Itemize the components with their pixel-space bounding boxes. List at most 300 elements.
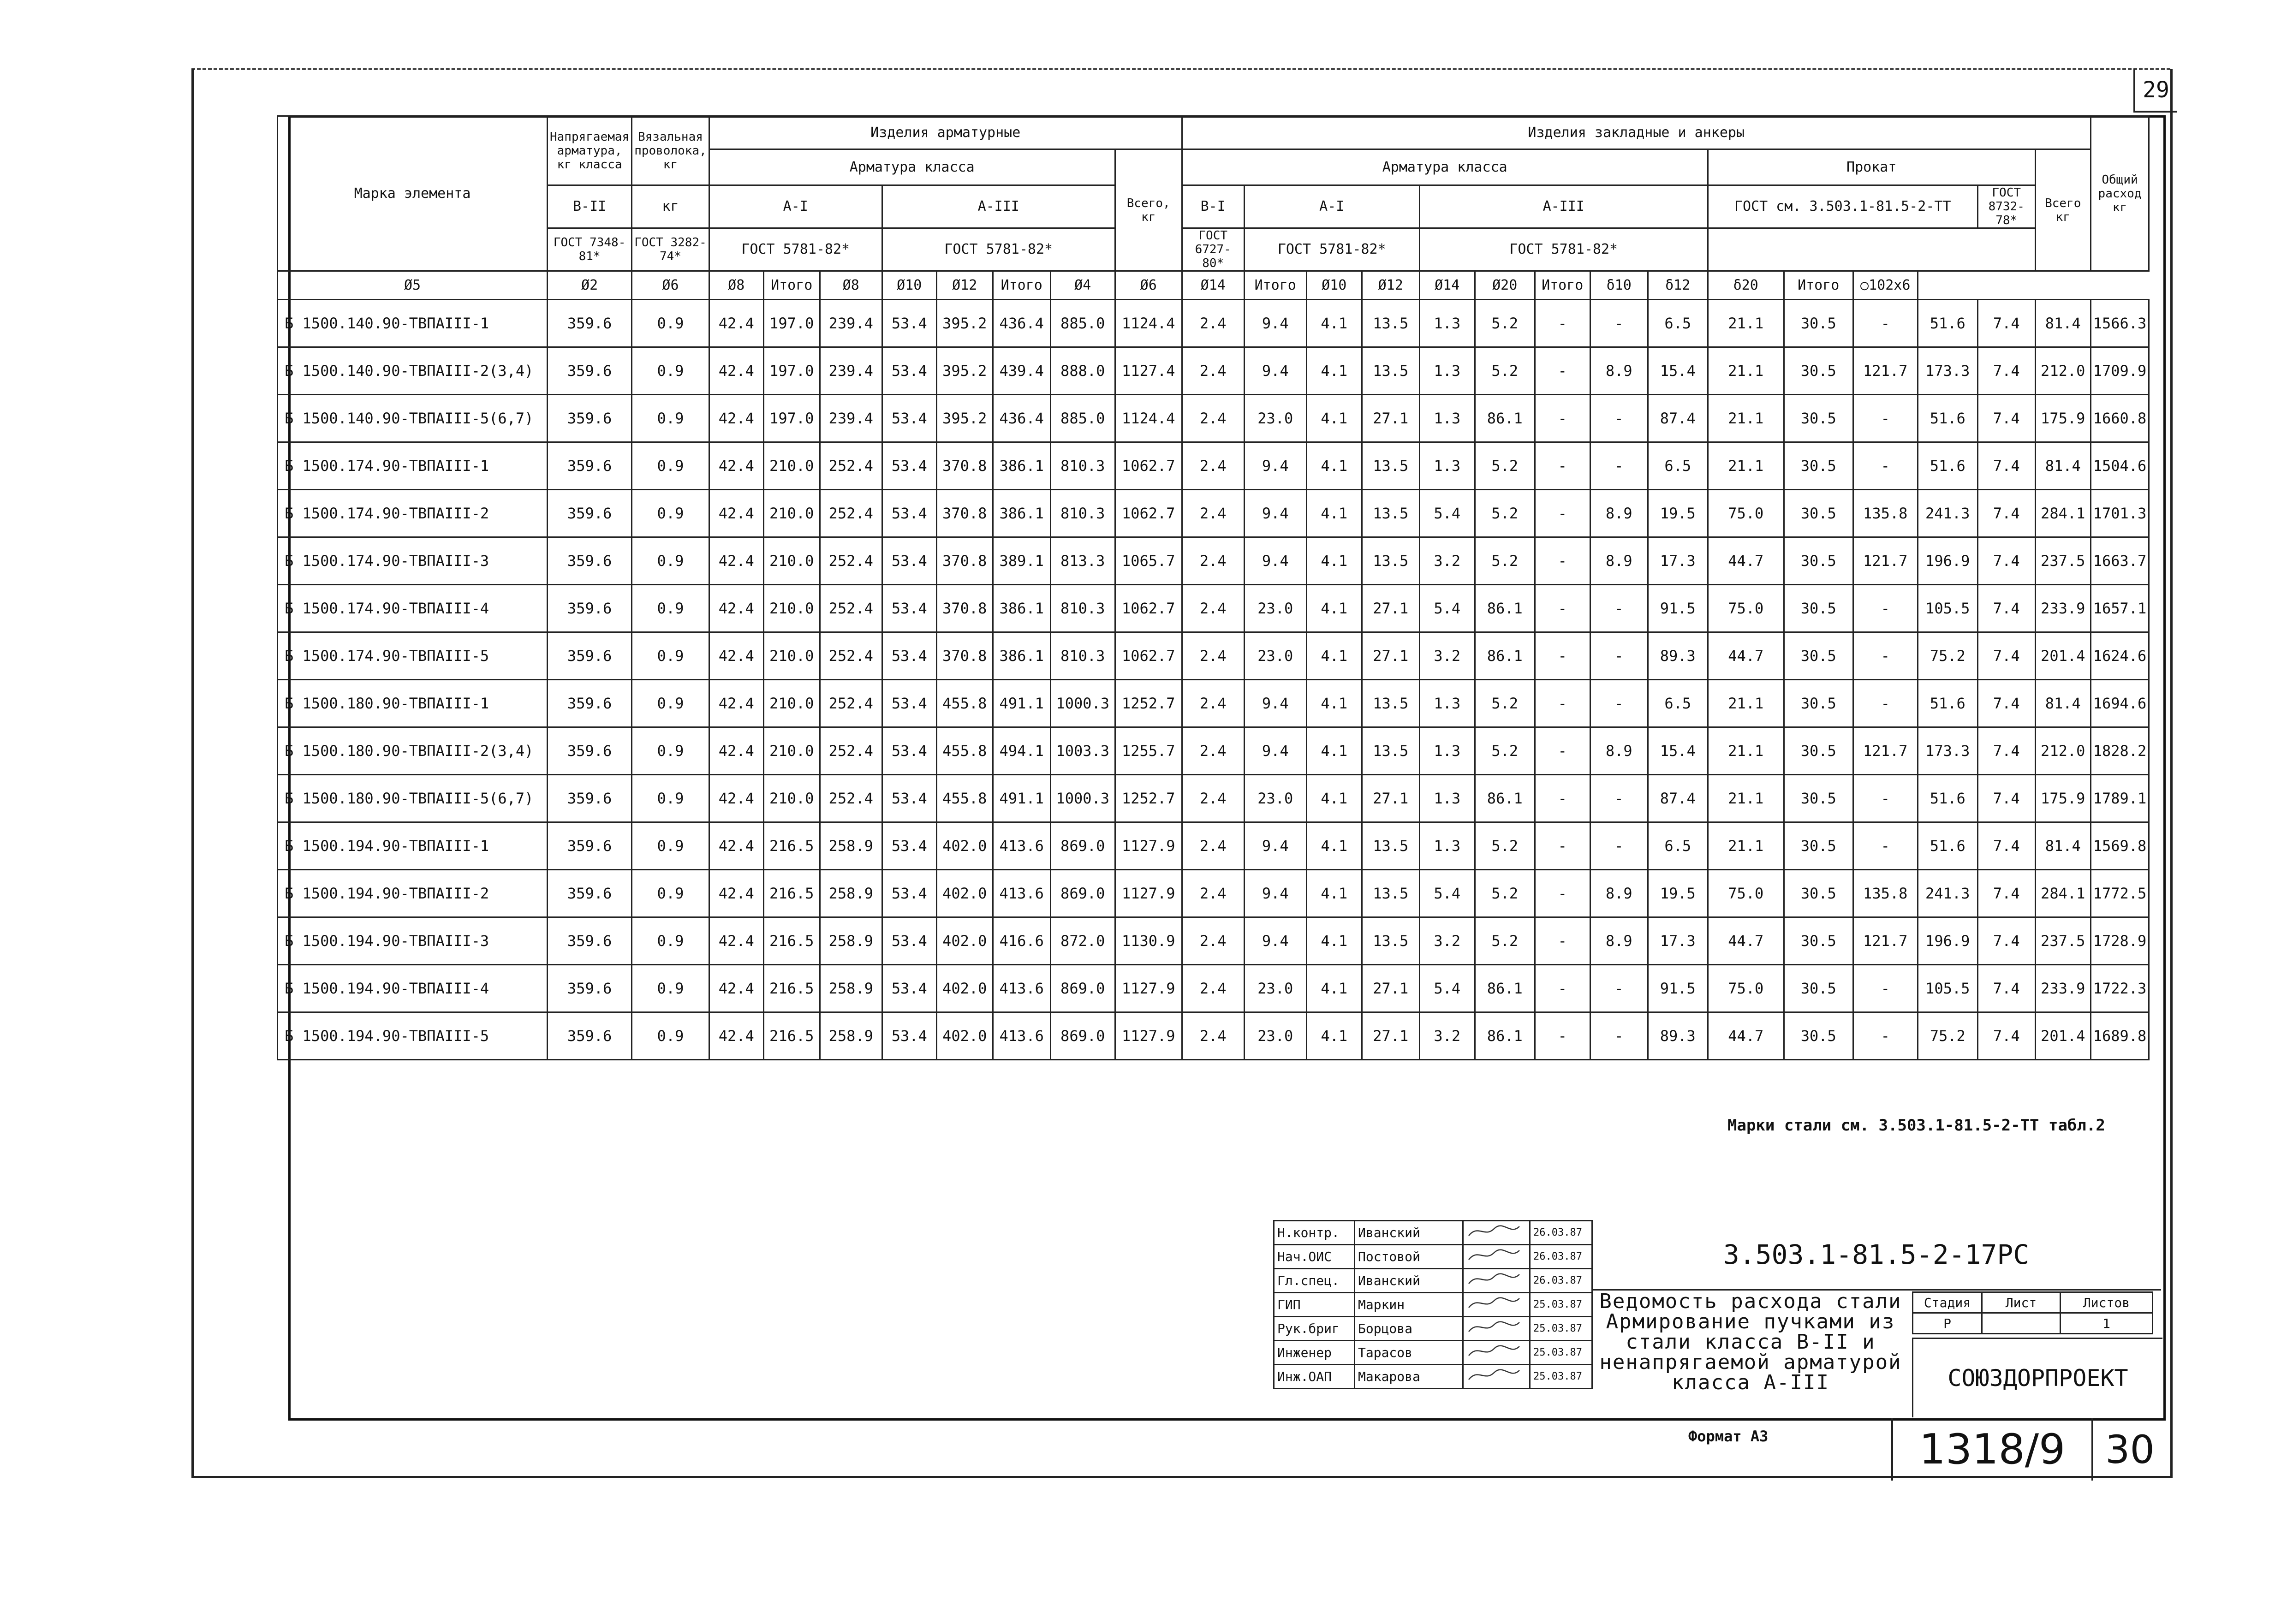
table-cell: - [1853, 965, 1918, 1012]
diameter-header: Ø6 [1115, 271, 1182, 300]
document-code: 3.503.1-81.5-2-17РС [1591, 1220, 2161, 1291]
table-cell: 7.4 [1977, 870, 2035, 917]
stamp-role: Нач.ОИС [1274, 1245, 1355, 1269]
table-cell: 8.9 [1590, 727, 1648, 775]
diameter-header: Ø10 [882, 271, 936, 300]
table-cell: 439.4 [993, 347, 1050, 395]
table-cell: 30.5 [1784, 917, 1853, 965]
table-cell: 27.1 [1362, 775, 1419, 822]
stage-label: Стадия [1913, 1292, 1982, 1313]
header-overall: Общий расход кг [2091, 116, 2149, 271]
table-cell: 7.4 [1977, 822, 2035, 870]
table-cell: 196.9 [1918, 917, 1977, 965]
table-cell: 121.7 [1853, 917, 1918, 965]
table-cell: - [1853, 680, 1918, 727]
inventory-number: 1318/9 [1891, 1418, 2093, 1481]
table-cell: 23.0 [1244, 585, 1306, 632]
table-cell: - [1853, 632, 1918, 680]
table-cell: 0.9 [632, 1012, 709, 1060]
table-cell: 252.4 [820, 680, 882, 727]
table-cell: 197.0 [763, 395, 820, 442]
table-cell: 53.4 [882, 490, 936, 537]
table-cell: 0.9 [632, 300, 709, 347]
table-cell: 17.3 [1648, 537, 1708, 585]
table-cell: 869.0 [1050, 965, 1115, 1012]
table-cell: - [1590, 585, 1648, 632]
signature-scribble [1466, 1222, 1522, 1240]
table-cell: 252.4 [820, 537, 882, 585]
table-cell: 9.4 [1244, 917, 1306, 965]
table-cell: 212.0 [2035, 347, 2091, 395]
table-cell: 252.4 [820, 775, 882, 822]
table-cell: 23.0 [1244, 1012, 1306, 1060]
table-cell: 173.3 [1918, 727, 1977, 775]
table-cell: 42.4 [709, 870, 763, 917]
table-cell: 359.6 [548, 965, 632, 1012]
table-cell: 885.0 [1050, 300, 1115, 347]
table-cell: - [1535, 680, 1590, 727]
table-cell: 2.4 [1182, 870, 1244, 917]
table-cell: 212.0 [2035, 727, 2091, 775]
table-cell: - [1535, 775, 1590, 822]
table-cell: 53.4 [882, 727, 936, 775]
table-cell: 6.5 [1648, 300, 1708, 347]
table-cell: - [1535, 585, 1590, 632]
header-gost-6727: ГОСТ 6727-80* [1182, 228, 1244, 271]
table-cell: 494.1 [993, 727, 1050, 775]
table-cell: 75.2 [1918, 632, 1977, 680]
table-cell: 436.4 [993, 300, 1050, 347]
table-cell: 7.4 [1977, 585, 2035, 632]
table-row [278, 775, 2149, 822]
table-cell: 4.1 [1306, 632, 1362, 680]
table-cell: 53.4 [882, 775, 936, 822]
table-cell: 30.5 [1784, 822, 1853, 870]
table-cell: 2.4 [1182, 632, 1244, 680]
table-cell: 0.9 [632, 775, 709, 822]
header-a3: А-III [882, 185, 1115, 228]
table-cell: 30.5 [1784, 965, 1853, 1012]
table-cell: 402.0 [936, 1012, 993, 1060]
table-cell: 42.4 [709, 775, 763, 822]
diameter-header: Ø2 [548, 271, 632, 300]
header-prestressed: Напрягаемая арматура, кг класса [548, 116, 632, 185]
table-cell: 1062.7 [1115, 442, 1182, 490]
table-cell: 0.9 [632, 632, 709, 680]
header-mark: Марка элемента [278, 116, 548, 271]
table-cell: 1694.6 [2091, 680, 2149, 727]
table-cell: 2.4 [1182, 490, 1244, 537]
table-cell: 359.6 [548, 680, 632, 727]
table-cell: 2.4 [1182, 727, 1244, 775]
table-cell: 4.1 [1306, 870, 1362, 917]
table-cell: 1.3 [1419, 395, 1475, 442]
table-cell: 86.1 [1475, 1012, 1535, 1060]
diameter-header: Ø20 [1475, 271, 1535, 300]
table-cell: - [1535, 442, 1590, 490]
table-cell: 258.9 [820, 870, 882, 917]
table-cell: 413.6 [993, 870, 1050, 917]
table-cell: - [1535, 632, 1590, 680]
table-cell: 7.4 [1977, 775, 2035, 822]
table-cell: 1504.6 [2091, 442, 2149, 490]
table-cell: 42.4 [709, 965, 763, 1012]
table-cell: 175.9 [2035, 775, 2091, 822]
table-cell: 51.6 [1918, 395, 1977, 442]
table-cell: 42.4 [709, 442, 763, 490]
element-mark: Б 1500.180.90-ТВПАIII-1 [278, 680, 548, 727]
table-cell: 51.6 [1918, 822, 1977, 870]
element-mark: Б 1500.194.90-ТВПАIII-1 [278, 822, 548, 870]
table-cell: 4.1 [1306, 917, 1362, 965]
stamp-role: ГИП [1274, 1293, 1355, 1317]
table-cell: 42.4 [709, 537, 763, 585]
signature-row [1274, 1293, 1592, 1317]
table-cell: 1124.4 [1115, 300, 1182, 347]
stamp-role: Гл.спец. [1274, 1269, 1355, 1293]
table-cell: 5.2 [1475, 870, 1535, 917]
table-cell: 30.5 [1784, 490, 1853, 537]
table-cell: 284.1 [2035, 870, 2091, 917]
table-cell: 233.9 [2035, 585, 2091, 632]
table-cell: 1127.9 [1115, 822, 1182, 870]
table-cell: - [1853, 442, 1918, 490]
table-cell: 4.1 [1306, 585, 1362, 632]
signature [1463, 1341, 1530, 1365]
table-cell: 9.4 [1244, 442, 1306, 490]
diameter-header: Ø14 [1419, 271, 1475, 300]
table-cell: 42.4 [709, 917, 763, 965]
table-cell: 239.4 [820, 300, 882, 347]
table-cell: 359.6 [548, 917, 632, 965]
table-cell: 386.1 [993, 490, 1050, 537]
stamp-date: 25.03.87 [1530, 1293, 1592, 1317]
table-cell: 872.0 [1050, 917, 1115, 965]
table-cell: 395.2 [936, 300, 993, 347]
table-cell: 21.1 [1708, 347, 1784, 395]
table-cell: 87.4 [1648, 775, 1708, 822]
diameter-header: Итого [1535, 271, 1590, 300]
table-cell: 6.5 [1648, 680, 1708, 727]
table-cell: 30.5 [1784, 300, 1853, 347]
table-cell: 2.4 [1182, 775, 1244, 822]
table-cell: 53.4 [882, 632, 936, 680]
table-cell: 4.1 [1306, 347, 1362, 395]
table-cell: 53.4 [882, 300, 936, 347]
signature [1463, 1293, 1530, 1317]
header-rolled-gost: ГОСТ см. 3.503.1-81.5-2-ТТ [1708, 185, 1977, 228]
stamp-date: 26.03.87 [1530, 1245, 1592, 1269]
table-row [278, 490, 2149, 537]
table-cell: 1828.2 [2091, 727, 2149, 775]
table-cell: 15.4 [1648, 727, 1708, 775]
element-mark: Б 1500.174.90-ТВПАIII-3 [278, 537, 548, 585]
table-cell: 4.1 [1306, 775, 1362, 822]
table-cell: 21.1 [1708, 300, 1784, 347]
table-cell: 9.4 [1244, 490, 1306, 537]
diameter-header: Ø12 [1362, 271, 1419, 300]
diameter-header: Итого [763, 271, 820, 300]
table-cell: 241.3 [1918, 870, 1977, 917]
table-cell: 4.1 [1306, 442, 1362, 490]
table-row [278, 680, 2149, 727]
table-cell: 4.1 [1306, 680, 1362, 727]
stamp-role: Рук.бриг [1274, 1317, 1355, 1341]
table-cell: 89.3 [1648, 632, 1708, 680]
table-cell: 233.9 [2035, 965, 2091, 1012]
table-cell: 359.6 [548, 347, 632, 395]
table-cell: 1.3 [1419, 822, 1475, 870]
table-cell: 237.5 [2035, 537, 2091, 585]
table-cell: 105.5 [1918, 965, 1977, 1012]
table-cell: 81.4 [2035, 442, 2091, 490]
table-cell: 30.5 [1784, 680, 1853, 727]
stamp-role: Н.контр. [1274, 1221, 1355, 1245]
header-vb1: В-I [1182, 185, 1244, 228]
table-cell: 30.5 [1784, 870, 1853, 917]
table-cell: 1.3 [1419, 775, 1475, 822]
table-cell: 239.4 [820, 347, 882, 395]
header-gost-5781-c: ГОСТ 5781-82* [1244, 228, 1419, 271]
table-cell: 42.4 [709, 822, 763, 870]
stamp-role: Инж.ОАП [1274, 1365, 1355, 1389]
table-cell: 2.4 [1182, 1012, 1244, 1060]
table-cell: 1772.5 [2091, 870, 2149, 917]
table-cell: 869.0 [1050, 822, 1115, 870]
table-cell: 42.4 [709, 632, 763, 680]
table-cell: 5.2 [1475, 680, 1535, 727]
table-row [278, 965, 2149, 1012]
table-cell: 9.4 [1244, 727, 1306, 775]
table-cell: 8.9 [1590, 870, 1648, 917]
header-b2: В-II [548, 185, 632, 228]
table-cell: 359.6 [548, 822, 632, 870]
table-cell: 30.5 [1784, 632, 1853, 680]
table-cell: 53.4 [882, 870, 936, 917]
table-row [278, 300, 2149, 347]
table-cell: 359.6 [548, 395, 632, 442]
table-cell: 86.1 [1475, 395, 1535, 442]
table-cell: 389.1 [993, 537, 1050, 585]
table-cell: 5.2 [1475, 347, 1535, 395]
table-cell: - [1590, 775, 1648, 822]
table-cell: 0.9 [632, 537, 709, 585]
table-cell: 395.2 [936, 347, 993, 395]
table-cell: 216.5 [763, 822, 820, 870]
table-cell: 1722.3 [2091, 965, 2149, 1012]
table-cell: 5.2 [1475, 917, 1535, 965]
table-cell: 1789.1 [2091, 775, 2149, 822]
stamp-name: Иванский [1355, 1221, 1463, 1245]
header-gost-8732: ГОСТ 8732-78* [1977, 185, 2035, 228]
table-cell: 3.2 [1419, 537, 1475, 585]
table-cell: - [1853, 775, 1918, 822]
table-cell: 2.4 [1182, 822, 1244, 870]
table-cell: 1000.3 [1050, 775, 1115, 822]
table-cell: - [1590, 680, 1648, 727]
stamp-name: Маркин [1355, 1293, 1463, 1317]
table-cell: 23.0 [1244, 395, 1306, 442]
diameter-header: Ø10 [1306, 271, 1362, 300]
table-cell: 386.1 [993, 632, 1050, 680]
table-cell: 436.4 [993, 395, 1050, 442]
steel-consumption-table [277, 115, 2150, 1060]
table-cell: 1566.3 [2091, 300, 2149, 347]
sheets-value: 1 [2061, 1313, 2153, 1334]
table-cell: 359.6 [548, 727, 632, 775]
header-gost-5781-a: ГОСТ 5781-82* [709, 228, 882, 271]
table-cell: 42.4 [709, 680, 763, 727]
table-cell: 1127.9 [1115, 870, 1182, 917]
stage-sheet-box [1912, 1291, 2153, 1334]
table-cell: 258.9 [820, 917, 882, 965]
table-cell: 42.4 [709, 585, 763, 632]
table-cell: 53.4 [882, 442, 936, 490]
table-cell: 7.4 [1977, 917, 2035, 965]
table-cell: 5.2 [1475, 537, 1535, 585]
table-cell: 42.4 [709, 727, 763, 775]
table-cell: 13.5 [1362, 347, 1419, 395]
table-cell: - [1535, 822, 1590, 870]
table-cell: 810.3 [1050, 442, 1115, 490]
stamp-name: Борцова [1355, 1317, 1463, 1341]
table-cell: 210.0 [763, 632, 820, 680]
table-cell: 0.9 [632, 490, 709, 537]
table-cell: - [1535, 347, 1590, 395]
table-cell: 359.6 [548, 1012, 632, 1060]
table-cell: 2.4 [1182, 442, 1244, 490]
table-cell: 196.9 [1918, 537, 1977, 585]
table-cell: 210.0 [763, 537, 820, 585]
table-row [278, 870, 2149, 917]
table-cell: 1130.9 [1115, 917, 1182, 965]
table-cell: 13.5 [1362, 727, 1419, 775]
element-mark: Б 1500.194.90-ТВПАIII-5 [278, 1012, 548, 1060]
signature [1463, 1365, 1530, 1389]
table-cell: 4.1 [1306, 727, 1362, 775]
table-cell: 21.1 [1708, 680, 1784, 727]
table-cell: 197.0 [763, 347, 820, 395]
table-cell: 21.1 [1708, 822, 1784, 870]
table-cell: 30.5 [1784, 395, 1853, 442]
signature-row [1274, 1245, 1592, 1269]
element-mark: Б 1500.174.90-ТВПАIII-5 [278, 632, 548, 680]
table-cell: 13.5 [1362, 537, 1419, 585]
table-cell: 121.7 [1853, 727, 1918, 775]
table-row [278, 442, 2149, 490]
table-cell: 455.8 [936, 727, 993, 775]
table-cell: 2.4 [1182, 347, 1244, 395]
table-cell: 13.5 [1362, 822, 1419, 870]
table-cell: 2.4 [1182, 917, 1244, 965]
table-cell: 42.4 [709, 1012, 763, 1060]
table-cell: 4.1 [1306, 537, 1362, 585]
diameter-header: δ12 [1648, 271, 1708, 300]
stamp-role: Инженер [1274, 1341, 1355, 1365]
table-cell: 44.7 [1708, 632, 1784, 680]
table-cell: - [1590, 632, 1648, 680]
table-cell: - [1590, 965, 1648, 1012]
table-cell: 81.4 [2035, 300, 2091, 347]
table-cell: 1065.7 [1115, 537, 1182, 585]
table-cell: 53.4 [882, 822, 936, 870]
table-cell: 0.9 [632, 965, 709, 1012]
table-cell: 4.1 [1306, 1012, 1362, 1060]
header-a1b: А-I [1244, 185, 1419, 228]
table-cell: 1127.4 [1115, 347, 1182, 395]
table-cell: 86.1 [1475, 585, 1535, 632]
document-title: Ведомость расхода стали Армирование пучками из стали класса В-II и ненапрягаемой арматурой класса А-III [1599, 1290, 1902, 1394]
element-mark: Б 1500.194.90-ТВПАIII-3 [278, 917, 548, 965]
table-cell: 888.0 [1050, 347, 1115, 395]
table-row [278, 727, 2149, 775]
table-cell: 216.5 [763, 1012, 820, 1060]
table-cell: 252.4 [820, 727, 882, 775]
table-cell: 359.6 [548, 490, 632, 537]
signature [1463, 1269, 1530, 1293]
signature-scribble [1466, 1318, 1522, 1336]
stamp-date: 25.03.87 [1530, 1365, 1592, 1389]
table-cell: 869.0 [1050, 870, 1115, 917]
table-cell: 21.1 [1708, 442, 1784, 490]
table-cell: 13.5 [1362, 442, 1419, 490]
sheet-label: Лист [1982, 1292, 2061, 1313]
table-cell: 13.5 [1362, 870, 1419, 917]
table-cell: 1003.3 [1050, 727, 1115, 775]
table-cell: 7.4 [1977, 965, 2035, 1012]
table-cell: - [1535, 537, 1590, 585]
header-a3b: А-III [1419, 185, 1708, 228]
table-cell: 1.3 [1419, 300, 1475, 347]
table-cell: 2.4 [1182, 537, 1244, 585]
table-cell: 252.4 [820, 632, 882, 680]
stamp-name: Постовой [1355, 1245, 1463, 1269]
table-cell: 813.3 [1050, 537, 1115, 585]
table-cell: 51.6 [1918, 300, 1977, 347]
table-cell: 5.2 [1475, 300, 1535, 347]
table-cell: 359.6 [548, 442, 632, 490]
table-cell: 402.0 [936, 965, 993, 1012]
table-cell: 53.4 [882, 1012, 936, 1060]
table-row [278, 822, 2149, 870]
table-cell: 51.6 [1918, 775, 1977, 822]
signature-scribble [1466, 1270, 1522, 1288]
diameter-header: Ø8 [709, 271, 763, 300]
table-cell: 386.1 [993, 442, 1050, 490]
table-row [278, 395, 2149, 442]
table-cell: 9.4 [1244, 822, 1306, 870]
table-cell: 1624.6 [2091, 632, 2149, 680]
table-cell: 252.4 [820, 442, 882, 490]
header-gost-3282: ГОСТ 3282-74* [632, 228, 709, 271]
table-cell: 75.0 [1708, 965, 1784, 1012]
table-cell: - [1535, 917, 1590, 965]
table-cell: 1.3 [1419, 347, 1475, 395]
table-cell: 135.8 [1853, 870, 1918, 917]
table-cell: 413.6 [993, 822, 1050, 870]
table-cell: 455.8 [936, 680, 993, 727]
stamp-name: Макарова [1355, 1365, 1463, 1389]
table-cell: 5.2 [1475, 822, 1535, 870]
header-rebar-products: Изделия арматурные [709, 116, 1182, 149]
table-cell: - [1535, 300, 1590, 347]
table-cell: 9.4 [1244, 537, 1306, 585]
table-row [278, 632, 2149, 680]
table-cell: - [1853, 585, 1918, 632]
sheet-value [1982, 1313, 2061, 1334]
table-cell: 5.2 [1475, 442, 1535, 490]
table-cell: 89.3 [1648, 1012, 1708, 1060]
